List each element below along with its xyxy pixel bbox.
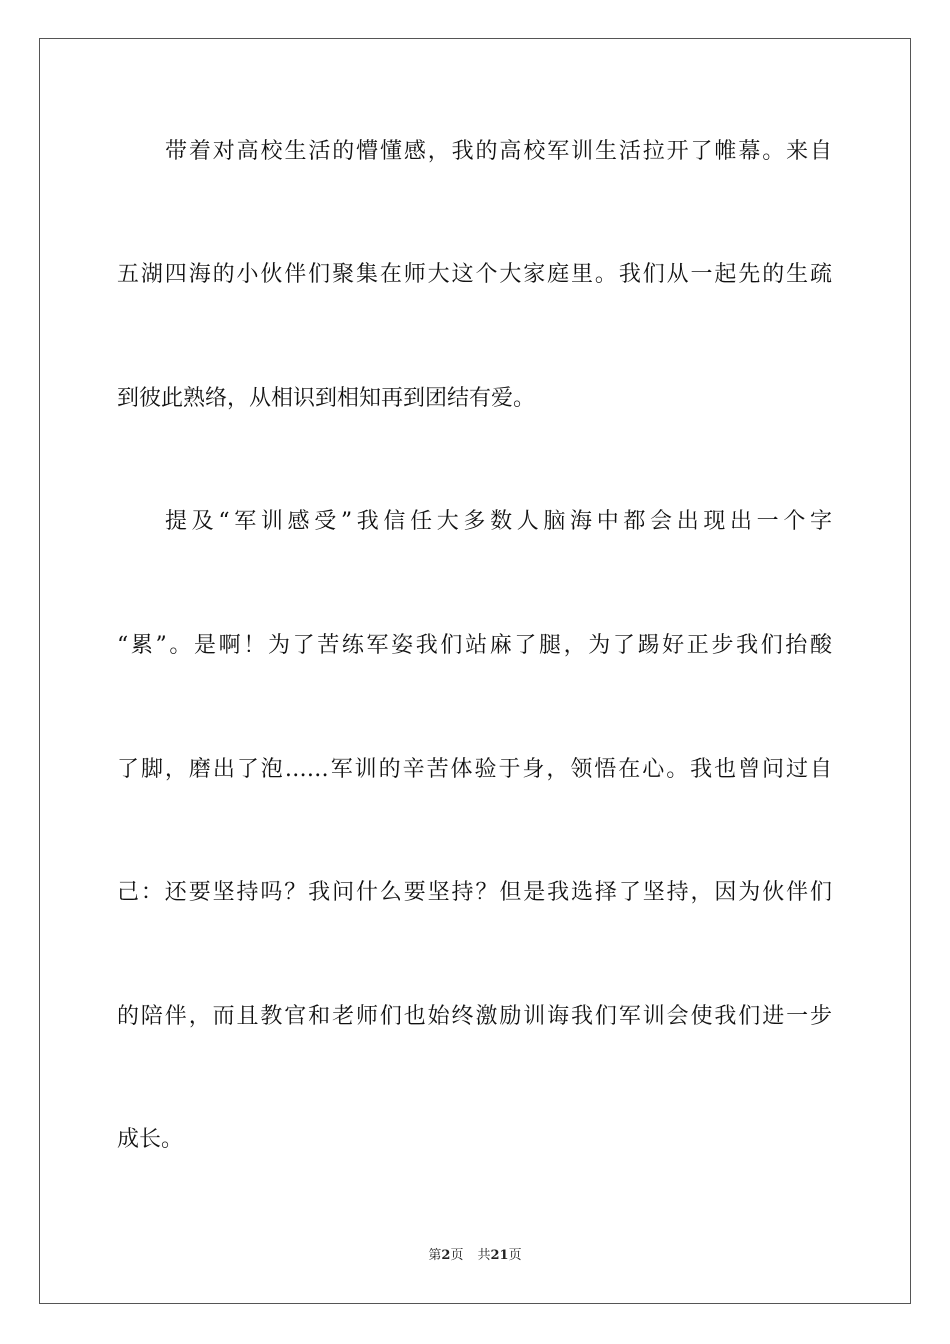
paragraph-2-line-3: 了脚，磨出了泡……军训的辛苦体验于身，领悟在心。我也曾问过自 <box>117 757 832 782</box>
paragraph-2-line-6: 成长。 <box>117 1127 184 1152</box>
page-suffix: 页 <box>450 1248 464 1263</box>
paragraph-2-line-1: 提及“军训感受”我信任大多数人脑海中都会出现出一个字 <box>165 509 832 534</box>
total-prefix: 共 <box>477 1248 491 1263</box>
page-number: 2 <box>441 1248 451 1263</box>
paragraph-1-line-1: 带着对高校生活的懵懂感，我的高校军训生活拉开了帷幕。来自 <box>165 139 832 164</box>
page-border <box>39 38 911 1304</box>
paragraph-2-line-4: 己：还要坚持吗？我问什么要坚持？但是我选择了坚持，因为伙伴们 <box>117 880 832 905</box>
paragraph-1-line-3: 到彼此熟络，从相识到相知再到团结有爱。 <box>117 386 536 411</box>
page-prefix: 第 <box>428 1248 442 1263</box>
paragraph-2-line-2: “累”。是啊！为了苦练军姿我们站麻了腿，为了踢好正步我们抬酸 <box>117 633 832 658</box>
paragraph-1-line-2: 五湖四海的小伙伴们聚集在师大这个大家庭里。我们从一起先的生疏 <box>117 262 832 287</box>
paragraph-2-line-5: 的陪伴，而且教官和老师们也始终激励训诲我们军训会使我们进一步 <box>117 1004 832 1029</box>
total-suffix: 页 <box>508 1248 522 1263</box>
total-pages: 21 <box>490 1248 509 1263</box>
page-footer <box>0 1247 950 1265</box>
